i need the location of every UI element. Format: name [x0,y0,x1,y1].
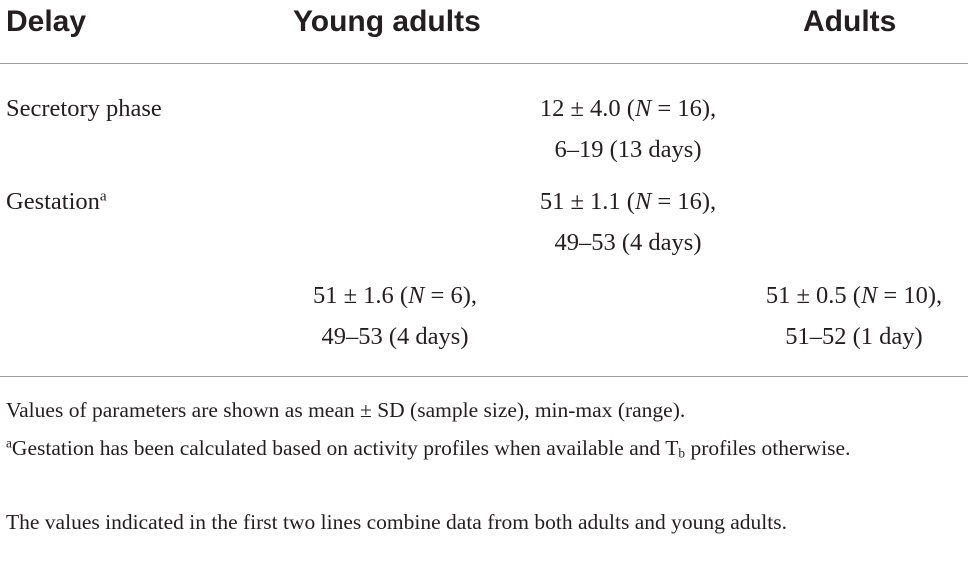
footnote-marker: a [99,187,107,205]
cell-range-line: 6–19 (13 days) [554,136,702,163]
footer-divider [0,376,968,377]
cell-range-line: 51–52 (1 day) [785,323,923,350]
cell-mean-line: 51 ± 0.5 (N = 10), [765,282,943,309]
cell-range-line: 49–53 (4 days) [321,323,469,350]
column-header-delay: Delay [6,5,87,38]
cell-gestation-adults [712,275,968,357]
column-header-young-adults: Young adults [293,5,481,38]
cell-mean-line: 51 ± 1.1 (N = 16), [539,188,717,215]
cell-gestation-young-adults [250,275,540,357]
cell-mean-line: 51 ± 1.6 (N = 6), [312,282,478,309]
cell-gestation-combined [478,181,778,263]
cell-range-line: 49–53 (4 days) [554,229,702,256]
row-label-gestation: Gestation$^a$ [6,187,107,215]
footnote-marker: a [6,435,12,451]
cell-secretory-combined [478,88,778,170]
cell-mean-line: 12 ± 4.0 (N = 16), [539,95,717,122]
footnote-values: Values of parameters are shown as mean ± SD (sample size), min-max (range). [6,398,686,422]
header-divider [0,63,968,64]
row-label-secretory-phase: Secretory phase [6,95,162,122]
footnote-gestation: $^a$Gestation has been calculated based on activity profiles when available and $T_b$ profiles otherwise. [6,435,851,461]
footnote-combined-lines: The values indicated in the first two lines combine data from both adults and young adults. [6,510,787,534]
column-header-adults: Adults [803,5,897,38]
